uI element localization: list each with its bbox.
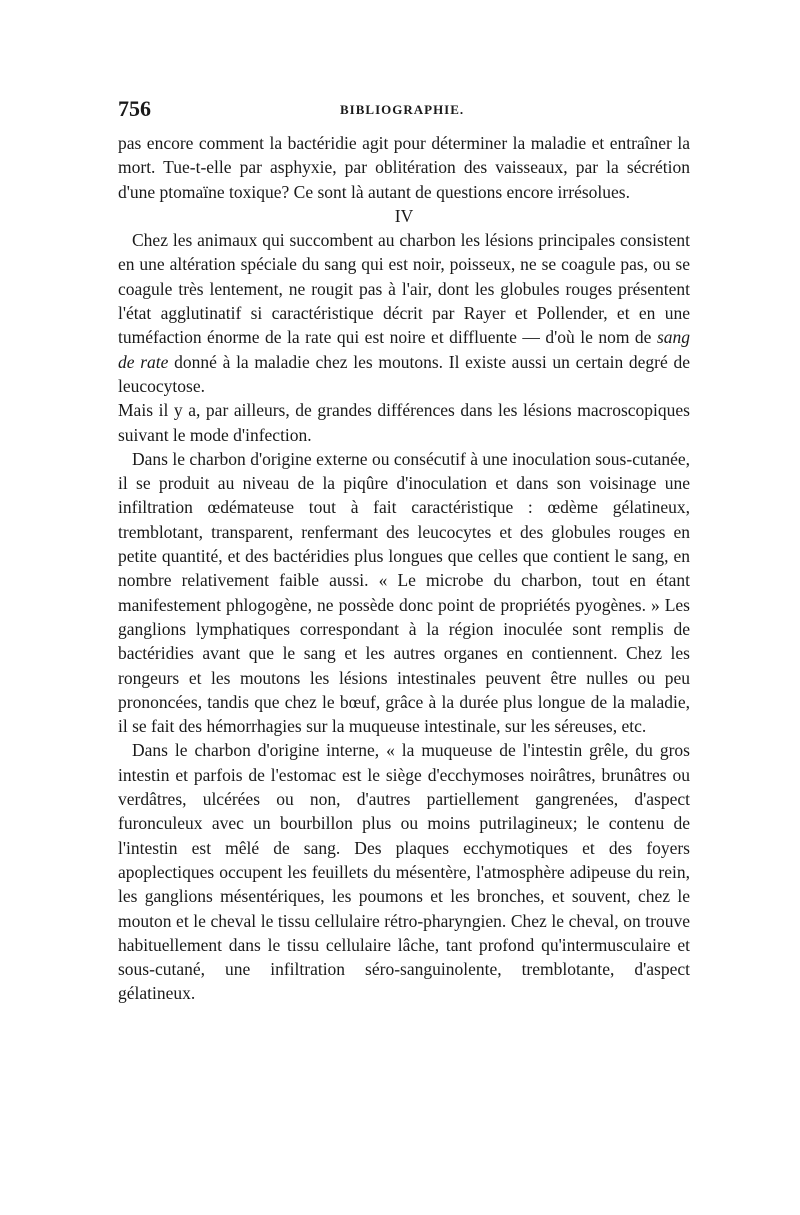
page-header [118,96,690,124]
paragraph-continuation: pas encore comment la bactéridie agit pour déterminer la maladie et entraîner la mort. Tue-t-elle par asphyxie, par oblitération des vaisseaux, par la sécrétion d'une ptomaïne toxique? Ce sont là autant de questions encore irrésolues. [118,133,690,202]
paragraph-lesions-principales [118,228,690,398]
paragraph-text: donné à la maladie chez les moutons. Il existe aussi un certain degré de leucocytose. [118,351,690,396]
paragraph-differences: Mais il y a, par ailleurs, de grandes différences dans les lésions macroscopiques suivant le mode d'infection. [118,400,690,445]
italic-term: sang de rate [118,327,690,372]
running-head: BIBLIOGRAPHIE. [340,102,465,117]
page-number: 756 [118,96,151,121]
section-numeral: IV [394,205,414,226]
body-text [118,131,690,1006]
paragraph-charbon-externe: Dans le charbon d'origine externe ou consécutif à une inoculation sous-cutanée, il se produit au niveau de la piqûre d'inoculation et dans son voisinage une infiltration œdémateuse tout à fait caractéristique : œdème gélatineux, tremblotant, transparent, renfermant des leucocytes et des globules rouges en petite quantité, et des bactéridies plus longues que celles que contient le sang, en nombre relativement faible aussi. « Le microbe du charbon, tout en étant manifestement phlogogène, ne possède donc point de propriétés pyogènes. » Les ganglions lymphatiques correspondant à la région inoculée sont remplis de bactéridies avant que le sang et les autres organes en contiennent. Chez les rongeurs et les moutons les lésions intestinales peuvent être nulles ou peu prononcées, tandis que chez le bœuf, grâce à la durée plus longue de la maladie, il se fait des hémorrhagies sur la muqueuse intestinale, sur les séreuses, etc. [118,448,690,737]
paragraph-text: Chez les animaux qui succombent au charbon les lésions principales consistent en une altération spéciale du sang qui est noir, poisseux, ne se coagule pas, ou se coagule très lentement, ne rougit pas à l'air, dont les globules rouges présentent l'état agglutinatif si caractéristique décrit par Rayer et Pollender, et en une tuméfaction énorme de la rate qui est noire et diffluente — d'où le nom de [118,230,690,348]
paragraph-charbon-interne: Dans le charbon d'origine interne, « la muqueuse de l'intestin grêle, du gros intestin et parfois de l'estomac est le siège d'ecchymoses noirâtres, brunâtres ou verdâtres, ulcérées ou non, d'autres partiellement gangrenées, d'aspect furonculeux avec un bourbillon plus ou moins putrilagineux; le contenu de l'intestin est mêlé de sang. Des plaques ecchymotiques et des foyers apoplectiques occupent les feuillets du mésentère, l'atmosphère adipeuse du rein, les ganglions mésentériques, les poumons et les bronches, et souvent, chez le mouton et le cheval le tissu cellulaire rétro-pharyngien. Chez le cheval, on trouve habituellement dans le tissu cellulaire lâche, tant profond qu'intermusculaire et sous-cutané, une infiltration séro-sanguinolente, tremblotante, d'aspect gélatineux. [118,740,690,1004]
